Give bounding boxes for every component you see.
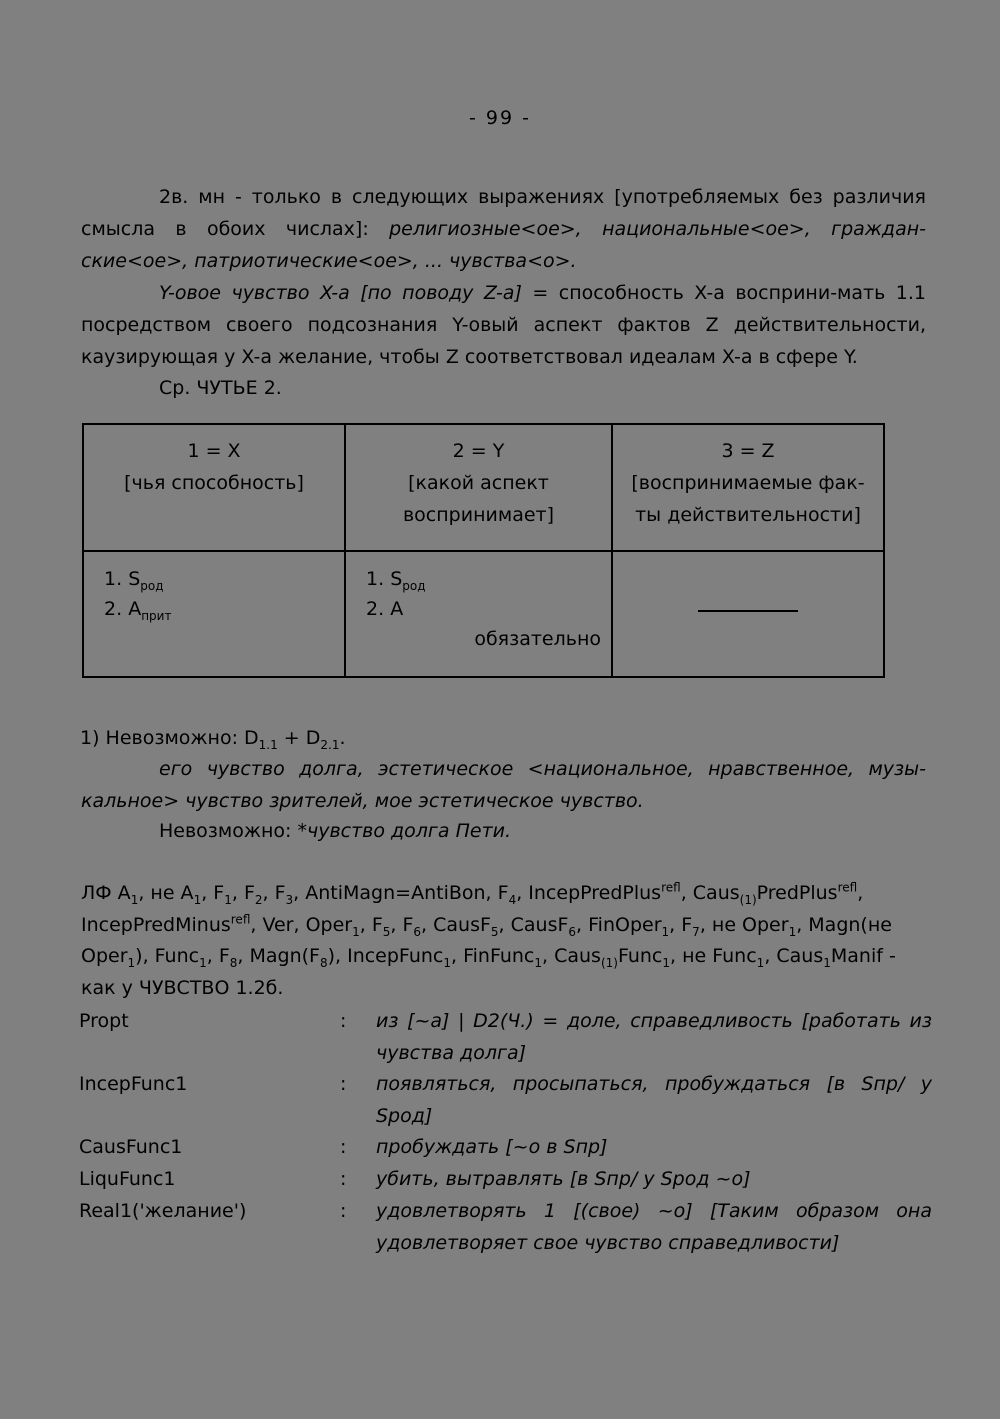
form-item: 2. $A_{прит}$ <box>104 598 172 623</box>
constraint-examples: его чувство долга, эстетическое <национальное, нравственное, музы-кальное> чувство зрителей, мое эстетическое чувство. <box>81 758 926 812</box>
constraint-1-label: 1) Невозможно: <box>80 727 238 749</box>
valency-column-2-header <box>345 424 612 551</box>
definition-term: Y-овое чувство X-а [по поводу Z-а] <box>159 282 522 304</box>
constraint-2-example: чувство долга Пети. <box>306 820 512 842</box>
lf-row-name: Real1('желание') <box>79 1200 247 1222</box>
column-3-desc-line-2: ты действительности] <box>635 504 861 526</box>
definition <box>81 277 926 373</box>
empty-dash <box>698 610 798 612</box>
form-item: 2. A <box>366 598 404 620</box>
obligatory-note: обязательно <box>474 628 601 650</box>
valency-column-2-forms <box>345 551 612 677</box>
lf-row-name: LiquFunc1 <box>79 1168 176 1190</box>
constraint-2 <box>159 815 511 847</box>
lf-line-2: IncepPredMinus$^{refl}$, Ver, Oper$_1$, $F_5$, $F_6$, CausF$_5$, CausF$_6$, FinOper$_1$, $F_7$, не Oper$_1$, Magn(не <box>81 912 892 939</box>
lf-row-name: IncepFunc1 <box>79 1073 188 1095</box>
column-2-desc-line-2: воспринимает] <box>402 504 555 526</box>
valency-column-1-header <box>83 424 345 551</box>
lf-row-name: CausFunc1 <box>79 1136 183 1158</box>
form-item: 1. $S_{род}$ <box>366 568 426 593</box>
sense-intro-examples: религиозные<ое>, национальные<ое>, граждан-ские<ое>, патриотические<ое>, ... чувства<о>. <box>81 218 926 272</box>
column-3-desc-line-1: [воспринимаемые фак- <box>631 472 865 494</box>
lf-row-colon: : <box>340 1073 347 1095</box>
column-1-desc: [чья способность] <box>124 472 304 494</box>
lf-line-4: как у ЧУВСТВО 1.2б. <box>81 976 284 999</box>
lf-row-value: пробуждать [~о в Sпр] <box>376 1136 608 1158</box>
column-1-head: 1 = X <box>187 440 241 462</box>
valency-column-1-forms <box>83 551 345 677</box>
valency-column-3-header <box>612 424 884 551</box>
lf-row-colon: : <box>340 1010 347 1032</box>
lf-row-name: Propt <box>79 1010 129 1032</box>
lf-row-colon: : <box>340 1168 347 1190</box>
valency-table <box>82 423 885 678</box>
column-3-head: 3 = Z <box>721 440 775 462</box>
constraint-1: 1) Невозможно: $D_{1.1} + D_{2.1}$. <box>80 727 346 752</box>
lf-row-value: убить, вытравлять [в Sпр/ у Sрод ~о] <box>376 1168 751 1190</box>
see-also: Ср. ЧУТЬЕ 2. <box>159 377 282 399</box>
sense-intro <box>81 181 926 277</box>
lf-row-value: появляться, просыпаться, пробуждаться [в Sпр/ у Sрод] <box>376 1073 932 1127</box>
valency-column-3-forms <box>612 551 884 677</box>
valency-table-body-row <box>83 551 884 677</box>
lf-row-value: из [~а] | D2(Ч.) = доле, справедливость [работать из чувства долга] <box>376 1010 932 1064</box>
definition-text: = способность X-а восприни-мать 1.1 посредством своего подсознания Y-овый аспект фактов Z действительности, каузирующая у X-а желание, чтобы Z соответствовал идеалам X-а в сфере Y. <box>81 282 926 368</box>
form-item: 1. $S_{род}$ <box>104 568 164 593</box>
asterisk: * <box>297 820 307 842</box>
sense-intro-label: 2в. мн - только в следующих выражениях [употребляемых без различия смысла в обоих числах]: <box>81 186 926 240</box>
valency-table-header-row <box>83 424 884 551</box>
column-2-head: 2 = Y <box>452 440 505 462</box>
column-2-desc-line-1: [какой аспект <box>408 472 549 494</box>
lf-row-colon: : <box>340 1200 347 1222</box>
lf-row-colon: : <box>340 1136 347 1158</box>
constraint-2-label: Невозможно: <box>159 820 292 842</box>
lf-list <box>81 878 926 1004</box>
lf-row-value: удовлетворять 1 [(свое) ~о] [Таким образом она удовлетворяет свое чувство справедливости] <box>376 1200 932 1254</box>
page-number: - 99 - <box>469 107 531 129</box>
lf-line-3: Oper$_1$), Func$_1$, $F_8$, $Magn(F_8)$, IncepFunc$_1$, FinFunc$_1$, Caus$_{(1)}$Func$_1$, не Func$_1$, Caus$_1$Manif - <box>81 945 896 970</box>
lf-line-1: ЛФ $A_1$, не $A_1$, $F_1$, $F_2$, $F_3$, AntiMagn=AntiBon, $F_4$, IncepPredPlus$^{refl}$, Caus$_{(1)}$PredPlus$^{refl}$, <box>81 880 864 907</box>
